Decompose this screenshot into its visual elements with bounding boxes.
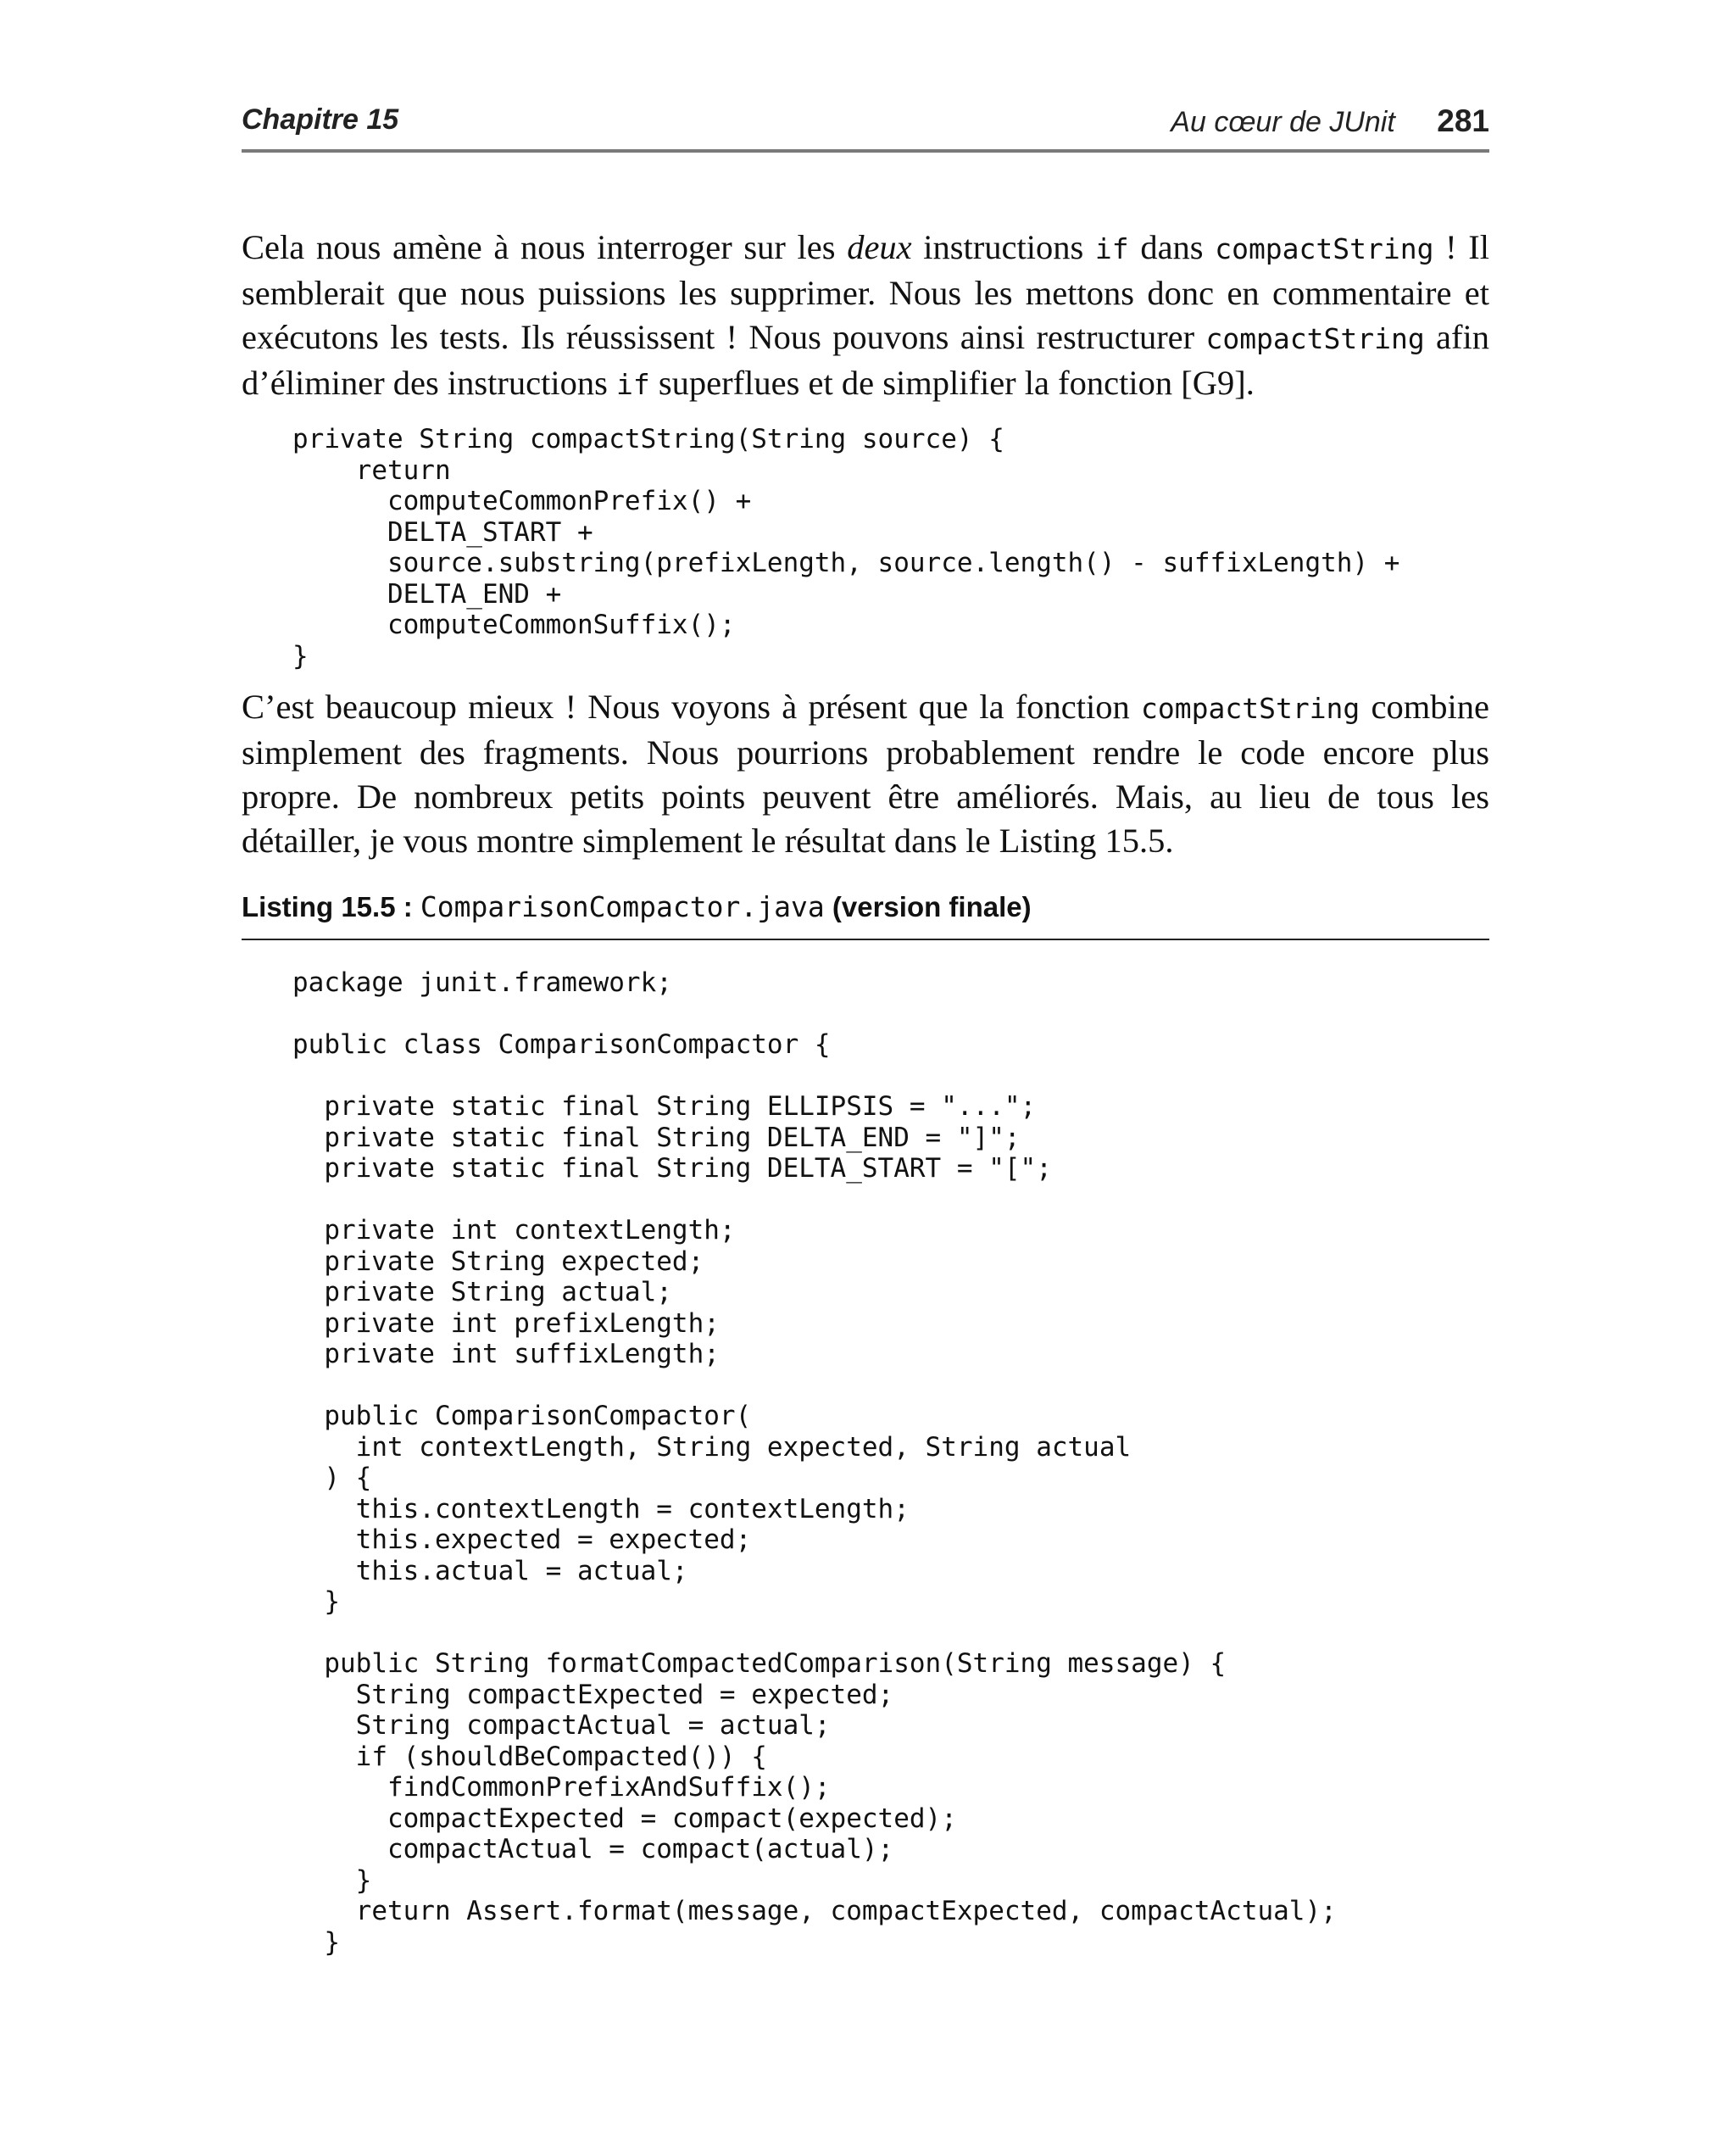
running-title: Au cœur de JUnit xyxy=(1171,106,1395,138)
text-span: superflues et de simplifier la fonction [G9]. xyxy=(649,364,1255,402)
listing-filename: ComparisonCompactor.java xyxy=(420,890,825,923)
emphasis: deux xyxy=(847,228,912,266)
paragraph-intro xyxy=(242,226,1489,407)
text-span: dans xyxy=(1128,228,1216,266)
text-span: instructions xyxy=(911,228,1095,266)
running-head xyxy=(242,100,1489,139)
code-block-compact-string: private String compactString(String source) { return computeCommonPrefix() + DELTA_START + source.substring(prefixLength, source.length() - suffixLength) + DELTA_END + computeCommonSuffix(); } xyxy=(292,424,1400,672)
page-number: 281 xyxy=(1437,103,1489,138)
inline-code: if xyxy=(616,368,650,401)
text-span: Cela nous amène à nous interroger sur les xyxy=(242,228,848,266)
inline-code: if xyxy=(1094,232,1129,265)
text-span: C’est beaucoup mieux ! Nous voyons à présent que la fonction xyxy=(242,688,1142,726)
text-span: combine simplement des fragments. Nous pourrions probablement rendre le code encore plus propre. De nombreux petits points peuvent être améliorés. Mais, au lieu de tous les détailler, je vous montre simplement le résultat dans le Listing 15.5. xyxy=(242,688,1489,860)
text-span: ! Il semblerait que nous puissions les supprimer. Nous les mettons donc en commentaire et exécutons les tests. Ils réussissent ! Nous pouvons ainsi restructurer xyxy=(242,228,1489,356)
inline-code: compactString xyxy=(1215,232,1434,265)
running-title-group xyxy=(1171,103,1489,139)
listing-suffix: (version finale) xyxy=(832,891,1032,922)
listing-caption xyxy=(242,890,1032,923)
text-span: afin d’éliminer des instructions xyxy=(242,318,1490,402)
header-rule xyxy=(242,149,1489,153)
code-block-listing-15-5: package junit.framework; public class ComparisonCompactor { private static final String ELLIPSIS = "..."; private static final String DELTA_END = "]"; private static final String DELTA_START = "["; private int contextLength; private String expected; private String actual; private int prefixLength; private int suffixLength; public ComparisonCompactor( int contextLength, String expected, String actual ) { this.contextLength = contextLength; this.expected = expected; this.actual = actual; } public String formatCompactedComparison(String message) { String compactExpected = expected; String compactActual = actual; if (shouldBeCompacted()) { findCommonPrefixAndSuffix(); compactExpected = compact(expected); compactActual = compact(actual); } return Assert.format(message, compactExpected, compactActual); } xyxy=(292,967,1337,1958)
paragraph-result xyxy=(242,685,1489,863)
inline-code: compactString xyxy=(1141,692,1360,725)
inline-code: compactString xyxy=(1205,322,1425,355)
listing-rule xyxy=(242,939,1489,940)
listing-label: Listing 15.5 : xyxy=(242,891,413,922)
chapter-label: Chapitre 15 xyxy=(242,103,399,136)
